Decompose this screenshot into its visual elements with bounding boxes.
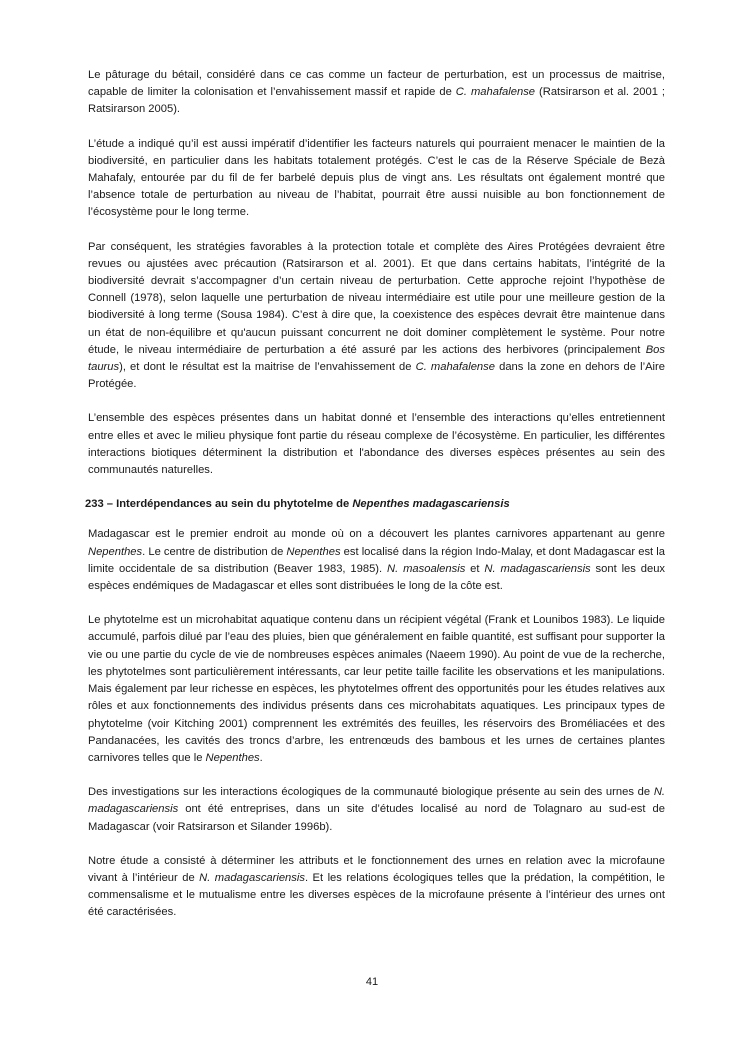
paragraph: [88, 853, 665, 922]
italic-text: N. madagascariensis: [484, 562, 591, 575]
paragraph: [88, 410, 665, 479]
italic-text: N. masoalensis: [387, 562, 466, 575]
text-run: Le pâturage du bétail, considéré dans ce cas comme un facteur de perturbation, est un processus de maitrise, capable de limiter la colonisation et l’envahissement massif et rapide de: [88, 69, 665, 99]
text-run: . Le centre de distribution de: [142, 545, 287, 558]
text-run: ), et dont le résultat est la maitrise de l’envahissement de: [119, 361, 416, 374]
section-heading: [85, 496, 665, 513]
text-run: 233 – Interdépendances au sein du phytotelme de: [85, 498, 353, 511]
text-run: Des investigations sur les interactions écologiques de la communauté biologique présente au sein des urnes de: [88, 786, 654, 799]
paragraph: [88, 612, 665, 767]
page-number: 41: [365, 976, 379, 988]
italic-text: Bos taurus: [88, 343, 665, 374]
text-run: L’ensemble des espèces présentes dans un habitat donné et l’ensemble des interactions qu’elles entretiennent entre elles et avec le milieu physique font partie du réseau complexe de l’écosystème. En particulier, les différentes interactions biotiques déterminent la distribution et l'abondance des diverses espèces présentes au sein des communautés naturelles.: [88, 412, 665, 477]
text-run: est localisé dans la région Indo-Malay, et dont Madagascar est la limite occidentale de sa distribution (Beaver 1983, 1985).: [88, 545, 665, 575]
document-body: [85, 67, 666, 939]
text-run: Madagascar est le premier endroit au monde où on a découvert les plantes carnivores appartenant au genre: [88, 528, 665, 541]
text-run: et: [465, 562, 485, 575]
italic-text: C. mahafalense: [415, 361, 495, 374]
text-run: Par conséquent, les stratégies favorables à la protection totale et complète des Aires Protégées devraient être revues ou ajustées avec précaution (Ratsirarson et al. 2001). Et que dans certains habitats, l’intégrité de la biodiversité devrait s’accompagner d’un certain niveau de perturbation. Cette approche rejoint l’hypothèse de Connell (1978), selon laquelle une perturbation de niveau intermédiaire est utile pour une meilleure gestion de la biodiversité à long terme (Sousa 1984). C’est à dire que, la coexistence des espèces devrait être maintenue dans un état de non-équilibre et qu'aucun puissant concurrent ne doit dominer complètement le système. Pour notre étude, le niveau intermédiaire de perturbation a été assuré par les actions des herbivores (principalement: [88, 240, 665, 356]
italic-text: Nepenthes: [88, 545, 143, 558]
text-run: Le phytotelme est un microhabitat aquatique contenu dans un récipient végétal (Frank et Lounibos 1983). Le liquide accumulé, parfois dilué par l’eau des pluies, bien que généralement en faible quantité, est suffisant pour supporter la vie ou une partie du cycle de vie de nombreuses espèces animales (Naeem 1990). Au point de vue de la recherche, les phytotelmes sont particulièrement intéressants, car leur petite taille facilite les observations et les manipulations. Mais également par leur richesse en espèces, les phytotelmes offrent des opportunités pour les études relatives aux rôles et aux fonctionnements des individus présents dans ces microhabitats aquatiques. Les principaux types de phytotelme (voir Kitching 2001) comprennent les extrémités des feuilles, les réservoirs des Broméliacées et des Pandanacées, les cavités des troncs d’arbre, les entrenœuds des bambous et les urnes de certaines plantes carnivores telles que le: [88, 614, 665, 764]
text-run: ont été entreprises, dans un site d’études localisé au nord de Tolagnaro au sud-est de Madagascar (voir Ratsirarson et Silander 1996b).: [88, 803, 665, 833]
italic-text: Nepenthes madagascariensis: [352, 498, 510, 511]
text-run: . Et les relations écologiques telles que la prédation, la compétition, le commensalisme et le mutualisme entre les diverses espèces de la microfaune présente à l’intérieur des urnes ont été caractérisées.: [88, 871, 666, 919]
text-run: dans la zone en dehors de l’Aire Protégée.: [88, 361, 665, 391]
text-run: sont les deux espèces endémiques de Madagascar et elles sont distribuées le long de la côte est.: [88, 562, 666, 593]
italic-text: N. madagascariensis: [199, 871, 305, 884]
italic-text: Nepenthes: [205, 751, 260, 764]
paragraph: [88, 67, 665, 119]
italic-text: Nepenthes: [286, 545, 341, 558]
text-run: .: [259, 751, 263, 764]
text-run: Notre étude a consisté à déterminer les attributs et le fonctionnement des urnes en relation avec la microfaune vivant à l’intérieur de: [88, 854, 665, 884]
paragraph: [88, 239, 665, 394]
paragraph: [88, 526, 665, 595]
paragraphs-bottom: [88, 526, 665, 921]
italic-text: N. madagascariensis: [88, 786, 665, 816]
paragraph: [88, 784, 665, 836]
italic-text: C. mahafalense: [455, 86, 536, 99]
paragraphs-top: [88, 67, 665, 479]
text-run: (Ratsirarson et al. 2001 ; Ratsirarson 2005).: [88, 86, 666, 116]
paragraph: [88, 136, 665, 222]
text-run: L’étude a indiqué qu’il est aussi impératif d’identifier les facteurs naturels qui pourraient menacer le maintien de la biodiversité, en particulier dans les habitats totalement protégés. C’est le cas de la Réserve Spéciale de Bezà Mahafaly, entourée par du fil de fer barbelé depuis plus de vingt ans. Les résultats ont également montré que l’absence totale de perturbation au niveau de l’habitat, pourrait être aussi nuisible au bon fonctionnement de l’écosystème pour le long terme.: [88, 137, 665, 219]
